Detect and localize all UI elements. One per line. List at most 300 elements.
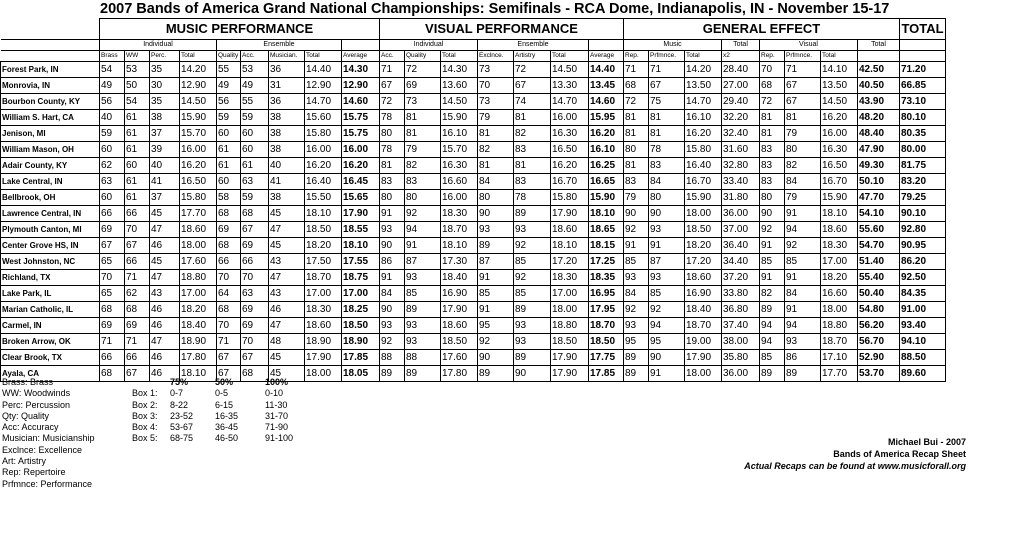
box-scale-cell: 23-52 xyxy=(170,410,194,421)
score-cell: 17.70 xyxy=(821,366,858,382)
score-cell: 87 xyxy=(649,254,685,270)
score-cell: 69 xyxy=(100,318,125,334)
score-cell: 14.30 xyxy=(441,62,478,78)
score-cell: 15.50 xyxy=(305,190,342,206)
score-cell: 83 xyxy=(514,174,551,190)
score-cell: 46 xyxy=(150,302,180,318)
score-cell: 83 xyxy=(624,174,649,190)
score-cell: 18.90 xyxy=(342,334,380,350)
score-cell: 82 xyxy=(478,142,514,158)
score-cell: 14.50 xyxy=(821,94,858,110)
score-cell: 18.10 xyxy=(589,206,624,222)
score-cell: 69 xyxy=(100,222,125,238)
column-header: Total xyxy=(685,51,722,62)
score-cell: 17.10 xyxy=(821,350,858,366)
score-cell: 67 xyxy=(785,94,821,110)
score-cell: 90.95 xyxy=(900,238,946,254)
score-cell: 60 xyxy=(217,174,241,190)
score-cell: 16.00 xyxy=(180,142,217,158)
score-cell: 18.60 xyxy=(441,318,478,334)
score-cell: 36.00 xyxy=(722,206,760,222)
box-scale-cell: 0-10 xyxy=(265,388,284,399)
score-cell: 85 xyxy=(624,254,649,270)
score-cell: 13.30 xyxy=(551,78,589,94)
score-cell: 90 xyxy=(380,238,405,254)
score-cell: 15.80 xyxy=(551,190,589,206)
subgroup-ge-music: Music xyxy=(624,40,722,51)
score-cell: 55.40 xyxy=(858,270,900,286)
score-cell: 12.90 xyxy=(305,78,342,94)
box-scale-cell: 31-70 xyxy=(265,410,289,421)
score-cell: 18.00 xyxy=(685,366,722,382)
score-cell: 83 xyxy=(514,142,551,158)
header-corner xyxy=(1,51,100,62)
box-scale-table xyxy=(132,377,310,445)
score-cell: 82 xyxy=(405,158,441,174)
score-cell: 79 xyxy=(624,190,649,206)
score-cell: 16.00 xyxy=(441,190,478,206)
score-cell: 70 xyxy=(478,78,514,94)
score-cell: 16.40 xyxy=(685,158,722,174)
score-cell: 94 xyxy=(760,334,785,350)
section-visual: VISUAL PERFORMANCE xyxy=(380,19,624,40)
column-header: Quality xyxy=(217,51,241,62)
score-cell: 17.30 xyxy=(441,254,478,270)
score-cell: 35.80 xyxy=(722,350,760,366)
score-cell: 63 xyxy=(241,174,269,190)
score-cell: 65 xyxy=(100,254,125,270)
score-cell: 16.45 xyxy=(342,174,380,190)
score-cell: 46 xyxy=(150,366,180,382)
score-cell: 91 xyxy=(785,270,821,286)
score-cell: 47 xyxy=(150,334,180,350)
score-cell: 16.20 xyxy=(180,158,217,174)
score-cell: 88 xyxy=(380,350,405,366)
score-cell: 46 xyxy=(150,238,180,254)
score-cell: 71 xyxy=(125,270,150,286)
score-cell: 81 xyxy=(760,126,785,142)
score-cell: 90 xyxy=(760,206,785,222)
score-cell: 92 xyxy=(649,302,685,318)
box-scale-cell: 100% xyxy=(265,377,289,387)
score-cell: 88 xyxy=(405,350,441,366)
score-cell: 16.10 xyxy=(685,110,722,126)
score-cell: 16.70 xyxy=(821,174,858,190)
score-cell: 36.40 xyxy=(722,238,760,254)
score-cell: 59 xyxy=(241,110,269,126)
score-cell: 16.00 xyxy=(551,110,589,126)
score-cell: 81 xyxy=(405,110,441,126)
score-cell: 80 xyxy=(785,142,821,158)
score-cell: 18.50 xyxy=(551,334,589,350)
score-cell: 43 xyxy=(150,286,180,302)
score-cell: 16.00 xyxy=(821,126,858,142)
score-cell: 61 xyxy=(125,126,150,142)
score-cell: 58 xyxy=(217,190,241,206)
score-cell: 18.50 xyxy=(441,334,478,350)
band-name: Plymouth Canton, MI xyxy=(1,222,100,238)
score-cell: 27.00 xyxy=(722,78,760,94)
score-cell: 90 xyxy=(649,350,685,366)
score-cell: 14.10 xyxy=(821,62,858,78)
column-header: Rep. xyxy=(760,51,785,62)
score-cell: 15.60 xyxy=(305,110,342,126)
score-cell: 18.25 xyxy=(342,302,380,318)
recap-table xyxy=(0,18,946,382)
score-cell: 17.90 xyxy=(685,350,722,366)
score-cell: 56.70 xyxy=(858,334,900,350)
box-scale-cell: Box 1: xyxy=(132,388,158,399)
score-cell: 72 xyxy=(760,94,785,110)
score-cell: 78 xyxy=(514,190,551,206)
score-cell: 67 xyxy=(514,78,551,94)
score-cell: 18.10 xyxy=(305,206,342,222)
score-cell: 18.80 xyxy=(551,318,589,334)
score-cell: 84 xyxy=(624,286,649,302)
subgroup-ge-visual: Visual xyxy=(760,40,858,51)
score-cell: 18.60 xyxy=(180,222,217,238)
legend-item: WW: Woodwinds xyxy=(2,388,71,399)
score-cell: 17.00 xyxy=(342,286,380,302)
score-cell: 16.60 xyxy=(441,174,478,190)
score-cell: 83 xyxy=(649,158,685,174)
score-cell: 68 xyxy=(217,238,241,254)
score-cell: 17.75 xyxy=(589,350,624,366)
score-cell: 81 xyxy=(380,158,405,174)
score-cell: 18.70 xyxy=(305,270,342,286)
score-cell: 52.90 xyxy=(858,350,900,366)
score-cell: 92 xyxy=(478,334,514,350)
score-cell: 18.70 xyxy=(441,222,478,238)
score-cell: 89 xyxy=(785,366,821,382)
box-scale-row xyxy=(132,400,310,411)
column-header: Total xyxy=(441,51,478,62)
score-cell: 79 xyxy=(785,126,821,142)
table-row xyxy=(1,126,946,142)
score-cell: 14.70 xyxy=(551,94,589,110)
score-cell: 68 xyxy=(125,302,150,318)
score-cell: 55.60 xyxy=(858,222,900,238)
table-row xyxy=(1,254,946,270)
score-cell: 78 xyxy=(380,142,405,158)
score-cell: 84 xyxy=(785,286,821,302)
score-cell: 18.70 xyxy=(589,318,624,334)
band-name: William S. Hart, CA xyxy=(1,110,100,126)
column-header: Average xyxy=(342,51,380,62)
score-cell: 81 xyxy=(405,126,441,142)
score-cell: 66 xyxy=(100,350,125,366)
score-cell: 89 xyxy=(380,366,405,382)
score-cell: 17.85 xyxy=(589,366,624,382)
box-scale-cell: Box 2: xyxy=(132,399,158,410)
score-cell: 61 xyxy=(125,174,150,190)
box-scale-cell: 0-5 xyxy=(215,388,229,399)
score-cell: 18.60 xyxy=(551,222,589,238)
score-cell: 16.50 xyxy=(180,174,217,190)
score-cell: 93 xyxy=(624,318,649,334)
column-header: Musician. xyxy=(269,51,305,62)
score-cell: 93 xyxy=(514,318,551,334)
score-cell: 17.00 xyxy=(551,286,589,302)
score-cell: 16.10 xyxy=(589,142,624,158)
abbreviation-legend xyxy=(2,377,95,490)
score-cell: 16.70 xyxy=(551,174,589,190)
legend-item: Art: Artistry xyxy=(2,456,47,467)
score-cell: 67 xyxy=(380,78,405,94)
score-cell: 16.20 xyxy=(821,110,858,126)
score-cell: 15.80 xyxy=(180,190,217,206)
score-cell: 16.25 xyxy=(589,158,624,174)
score-cell: 61 xyxy=(217,142,241,158)
score-cell: 16.50 xyxy=(551,142,589,158)
score-cell: 91 xyxy=(624,238,649,254)
score-cell: 14.50 xyxy=(441,94,478,110)
score-cell: 68 xyxy=(624,78,649,94)
box-scale-row xyxy=(132,422,310,433)
score-cell: 93 xyxy=(405,270,441,286)
table-row xyxy=(1,142,946,158)
score-cell: 55 xyxy=(217,62,241,78)
score-cell: 56 xyxy=(100,94,125,110)
score-cell: 36 xyxy=(269,62,305,78)
score-cell: 63 xyxy=(241,286,269,302)
section-general-effect: GENERAL EFFECT xyxy=(624,19,900,40)
score-cell: 14.50 xyxy=(551,62,589,78)
score-cell: 14.60 xyxy=(589,94,624,110)
score-cell: 47 xyxy=(150,222,180,238)
score-cell: 68 xyxy=(217,206,241,222)
box-scale-cell: 6-15 xyxy=(215,399,234,410)
score-cell: 49 xyxy=(241,78,269,94)
score-cell: 81 xyxy=(478,158,514,174)
score-cell: 83 xyxy=(405,174,441,190)
score-cell: 70 xyxy=(217,270,241,286)
table-row xyxy=(1,302,946,318)
score-cell: 84 xyxy=(478,174,514,190)
score-cell: 62 xyxy=(100,158,125,174)
score-cell: 17.90 xyxy=(441,302,478,318)
score-cell: 18.50 xyxy=(305,222,342,238)
score-cell: 89 xyxy=(405,302,441,318)
score-cell: 17.60 xyxy=(180,254,217,270)
score-cell: 91 xyxy=(785,302,821,318)
score-cell: 80 xyxy=(760,190,785,206)
score-cell: 69 xyxy=(125,318,150,334)
score-cell: 71 xyxy=(125,334,150,350)
score-cell: 69 xyxy=(241,238,269,254)
box-scale-cell: 0-7 xyxy=(170,388,184,399)
score-cell: 16.20 xyxy=(342,158,380,174)
score-cell: 14.70 xyxy=(685,94,722,110)
score-cell: 18.00 xyxy=(685,206,722,222)
score-cell: 91 xyxy=(478,270,514,286)
score-cell: 67 xyxy=(217,350,241,366)
score-cell: 14.50 xyxy=(180,94,217,110)
score-cell: 89 xyxy=(405,366,441,382)
table-row xyxy=(1,286,946,302)
score-cell: 68 xyxy=(760,78,785,94)
score-cell: 80 xyxy=(405,190,441,206)
score-cell: 72 xyxy=(624,94,649,110)
score-cell: 15.80 xyxy=(305,126,342,142)
score-cell: 14.20 xyxy=(685,62,722,78)
score-cell: 46 xyxy=(150,318,180,334)
score-cell: 84.35 xyxy=(900,286,946,302)
header-corner xyxy=(1,40,100,51)
score-cell: 56.20 xyxy=(858,318,900,334)
score-cell: 18.40 xyxy=(685,302,722,318)
score-cell: 51.40 xyxy=(858,254,900,270)
table-row xyxy=(1,350,946,366)
score-cell: 15.90 xyxy=(821,190,858,206)
box-scale-row xyxy=(132,411,310,422)
score-cell: 93 xyxy=(649,222,685,238)
score-cell: 68 xyxy=(100,366,125,382)
score-cell: 80.00 xyxy=(900,142,946,158)
score-cell: 49 xyxy=(217,78,241,94)
legend-item: Musician: Musicianship xyxy=(2,433,95,444)
score-cell: 85 xyxy=(760,254,785,270)
column-header: Quality xyxy=(405,51,441,62)
score-cell: 81 xyxy=(478,126,514,142)
score-cell: 47 xyxy=(269,318,305,334)
score-cell: 54.70 xyxy=(858,238,900,254)
score-cell: 32.20 xyxy=(722,110,760,126)
score-cell: 17.80 xyxy=(441,366,478,382)
score-cell: 15.90 xyxy=(180,110,217,126)
score-cell: 93 xyxy=(478,222,514,238)
score-cell: 59 xyxy=(100,126,125,142)
score-cell: 61 xyxy=(125,190,150,206)
score-cell: 29.40 xyxy=(722,94,760,110)
score-cell: 79 xyxy=(785,190,821,206)
column-header: Average xyxy=(589,51,624,62)
column-header: Total xyxy=(305,51,342,62)
section-total: TOTAL xyxy=(900,19,946,40)
score-cell: 15.75 xyxy=(342,126,380,142)
score-cell: 93 xyxy=(405,334,441,350)
band-name: Marian Catholic, IL xyxy=(1,302,100,318)
score-cell: 47 xyxy=(150,270,180,286)
score-cell: 16.60 xyxy=(821,286,858,302)
subgroup-blank xyxy=(342,40,380,51)
score-cell: 18.90 xyxy=(180,334,217,350)
table-row xyxy=(1,270,946,286)
score-cell: 37.20 xyxy=(722,270,760,286)
subgroup-visual-individual: Individual xyxy=(380,40,478,51)
score-cell: 68 xyxy=(241,206,269,222)
score-cell: 81 xyxy=(514,110,551,126)
score-cell: 79 xyxy=(405,142,441,158)
score-cell: 17.25 xyxy=(589,254,624,270)
score-cell: 17.00 xyxy=(180,286,217,302)
score-cell: 79 xyxy=(478,110,514,126)
band-name: Lake Central, IN xyxy=(1,174,100,190)
score-cell: 85 xyxy=(514,254,551,270)
score-cell: 75 xyxy=(649,94,685,110)
score-cell: 13.45 xyxy=(589,78,624,94)
score-cell: 93 xyxy=(405,318,441,334)
score-cell: 54 xyxy=(100,62,125,78)
score-cell: 45 xyxy=(269,238,305,254)
score-cell: 94 xyxy=(405,222,441,238)
score-cell: 91 xyxy=(760,270,785,286)
score-cell: 84 xyxy=(785,174,821,190)
legend-item: Qty: Quality xyxy=(2,410,50,421)
score-cell: 18.20 xyxy=(305,238,342,254)
score-cell: 89 xyxy=(624,366,649,382)
score-cell: 33.80 xyxy=(722,286,760,302)
score-cell: 18.10 xyxy=(342,238,380,254)
score-cell: 17.90 xyxy=(342,206,380,222)
score-cell: 49 xyxy=(100,78,125,94)
score-cell: 18.20 xyxy=(821,270,858,286)
score-cell: 68 xyxy=(217,302,241,318)
table-row xyxy=(1,94,946,110)
score-cell: 15.90 xyxy=(441,110,478,126)
score-cell: 86 xyxy=(785,350,821,366)
score-cell: 91 xyxy=(478,302,514,318)
table-row xyxy=(1,174,946,190)
score-cell: 89 xyxy=(624,350,649,366)
score-cell: 87 xyxy=(405,254,441,270)
score-cell: 83 xyxy=(760,174,785,190)
score-cell: 38 xyxy=(269,190,305,206)
column-header xyxy=(858,51,900,62)
box-scale-cell: 46-50 xyxy=(215,433,239,444)
box-scale-cell: 75% xyxy=(170,377,189,387)
score-cell: 15.80 xyxy=(685,142,722,158)
score-cell: 53 xyxy=(125,62,150,78)
column-header: Prfmnce. xyxy=(785,51,821,62)
score-cell: 84 xyxy=(649,174,685,190)
score-cell: 46 xyxy=(269,302,305,318)
score-cell: 38 xyxy=(269,110,305,126)
box-scale-cell: 91-100 xyxy=(265,433,294,444)
score-cell: 18.30 xyxy=(305,302,342,318)
score-cell: 67 xyxy=(217,366,241,382)
score-cell: 18.50 xyxy=(685,222,722,238)
band-name: Broken Arrow, OK xyxy=(1,334,100,350)
box-scale-cell: Box 4: xyxy=(132,422,158,433)
score-cell: 74 xyxy=(514,94,551,110)
band-name: Forest Park, IN xyxy=(1,62,100,78)
score-cell: 50 xyxy=(125,78,150,94)
column-header: Brass xyxy=(100,51,125,62)
box-scale-cell: 71-90 xyxy=(265,422,289,433)
score-cell: 89 xyxy=(478,238,514,254)
box-scale-cell: 16-35 xyxy=(215,410,239,421)
score-cell: 90 xyxy=(514,366,551,382)
box-scale-row xyxy=(132,433,310,444)
score-cell: 42.50 xyxy=(858,62,900,78)
score-cell: 93.40 xyxy=(900,318,946,334)
score-cell: 17.90 xyxy=(551,206,589,222)
score-cell: 94.10 xyxy=(900,334,946,350)
score-cell: 18.75 xyxy=(342,270,380,286)
score-cell: 91 xyxy=(785,206,821,222)
score-cell: 59 xyxy=(217,110,241,126)
score-cell: 17.85 xyxy=(342,350,380,366)
score-cell: 81 xyxy=(760,110,785,126)
score-cell: 18.05 xyxy=(342,366,380,382)
column-header: Exclnce. xyxy=(478,51,514,62)
score-cell: 50.10 xyxy=(858,174,900,190)
score-cell: 17.60 xyxy=(441,350,478,366)
box-scale-cell: 68-75 xyxy=(170,433,194,444)
score-cell: 83 xyxy=(380,174,405,190)
score-cell: 61 xyxy=(125,142,150,158)
